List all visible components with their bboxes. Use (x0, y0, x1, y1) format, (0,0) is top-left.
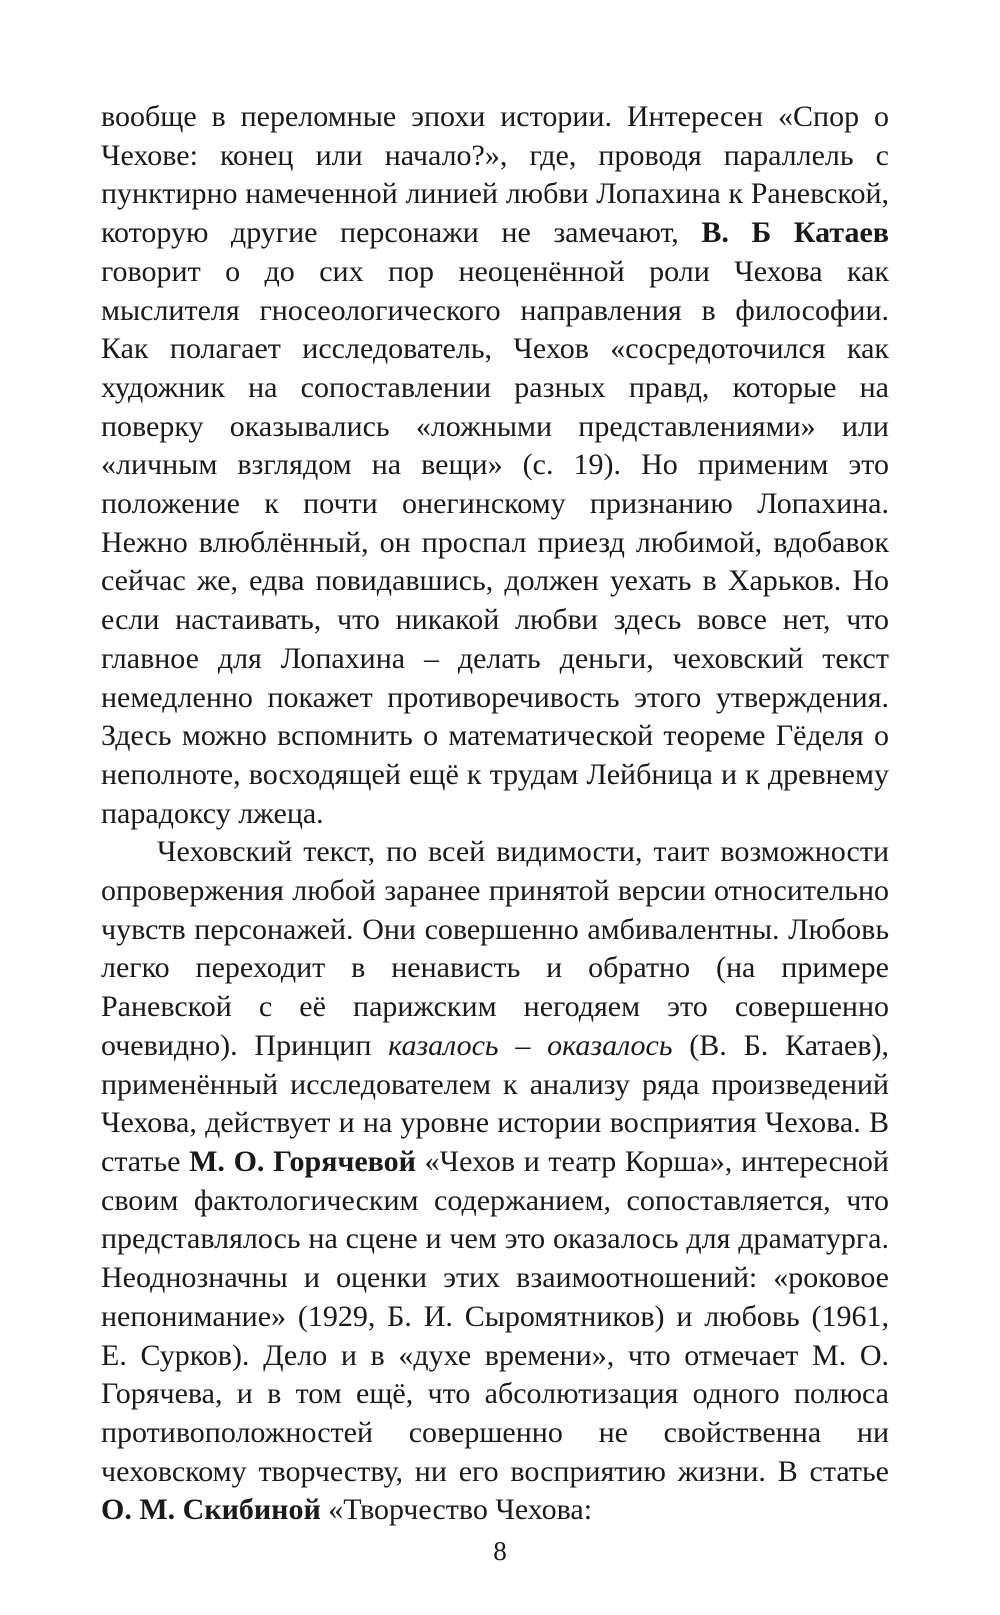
body-text (101, 98, 889, 1530)
paragraph-2-text-a: Чеховский текст, по всей видимости, таит возможности опровержения любой заранее принятой версии относительно чувств персонажей. Они совершенно амбивалентны. Любовь легко переходит в ненависть и обратно (на примере Раневской с её парижским негодяем это совершенно очевидно). Принцип (101, 835, 889, 1062)
author-name-skibina: О. М. Скибиной (101, 1493, 321, 1527)
paragraph-2-text-b: (В. Б. Катаев), применённый исследователем к анализу ряда произведений Чехова, действует и на уровне истории восприятия Чехова. В статье (101, 1028, 890, 1178)
paragraph-1-text-a: вообще в переломные эпохи истории. Интересен «Спор о Чехове: конец или начало?», где, проводя параллель с пунктирно намеченной линией любви Лопахина к Раневской, которую другие персонажи не замечают, (101, 100, 889, 250)
author-name-kataev: В. Б Катаев (701, 216, 889, 250)
paragraph-2 (101, 833, 889, 1530)
paragraph-1-text-b: говорит о до сих пор неоценённой роли Чехова как мыслителя гносеологического направления в философии. Как полагает исследователь, Чехов «сосредоточился как художник на сопоставлении разных правд, которые на поверку оказывались «ложными представлениями» или «личным взглядом на вещи» (с. 19). Но применим это положение к почти онегинскому признанию Лопахина. Нежно влюблённый, он проспал приезд любимой, вдобавок сейчас же, едва повидавшись, должен уехать в Харьков. Но если настаивать, что никакой любви здесь вовсе нет, что главное для Лопахина – делать деньги, чеховский текст немедленно покажет противоречивость этого утверждения. Здесь можно вспомнить о математической теореме Гёделя о неполноте, восходящей ещё к трудам Лейбница и к древнему парадоксу лжеца. (101, 254, 889, 830)
paragraph-2-text-c: «Чехов и театр Корша», интересной своим фактологическим содержанием, сопоставляется, что представлялось на сцене и чем это оказалось для драматурга. Неоднозначны и оценки этих взаимоотношений: «роковое непонимание» (1929, Б. И. Сыромятников) и любовь (1961, Е. Сурков). Дело и в «духе времени», что отмечает М. О. Горячева, и в том ещё, что абсолютизация одного полюса противоположностей совершенно не свойственна ни чеховскому творчеству, ни его восприятию жизни. В статье (101, 1144, 889, 1488)
paragraph-1 (101, 98, 889, 833)
page-number: 8 (493, 1536, 507, 1566)
author-name-goryacheva: М. О. Горячевой (189, 1144, 416, 1178)
italic-phrase: казалось – оказалось (388, 1028, 673, 1062)
paragraph-2-text-d: «Творчество Чехова: (320, 1493, 593, 1527)
